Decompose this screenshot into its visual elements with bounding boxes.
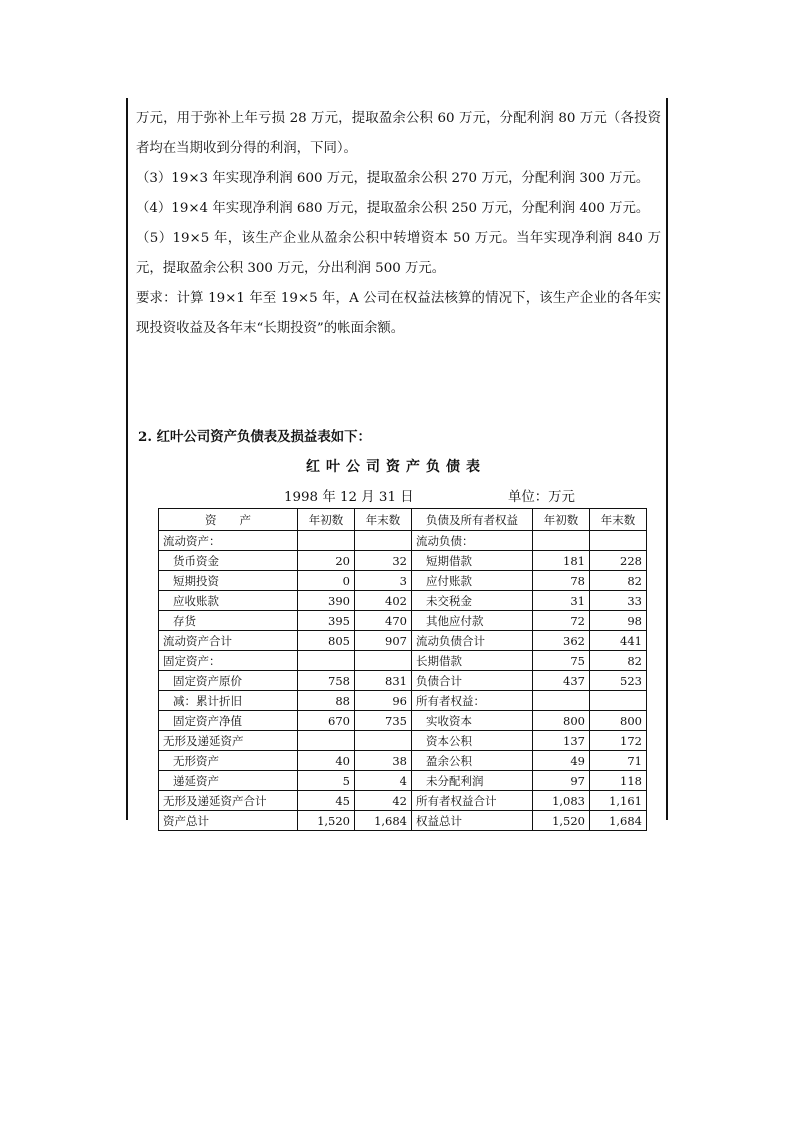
table-cell: 无形资产 — [159, 751, 298, 771]
table-unit: 单位：万元 — [508, 490, 575, 505]
document-frame — [126, 98, 668, 828]
table-cell: 32 — [355, 551, 412, 571]
table-cell: 88 — [298, 691, 355, 711]
table-cell: 82 — [590, 651, 647, 671]
table-cell: 20 — [298, 551, 355, 571]
table-cell: 42 — [355, 791, 412, 811]
table-cell: 实收资本 — [412, 711, 533, 731]
table-row — [159, 691, 647, 711]
right-border — [666, 98, 668, 820]
table-title: 红叶公司资产负债表 — [306, 459, 486, 475]
table-cell: 固定资产原价 — [159, 671, 298, 691]
table-cell: 权益总计 — [412, 811, 533, 831]
header-begin-1: 年初数 — [298, 509, 355, 531]
table-row — [159, 551, 647, 571]
table-cell: 40 — [298, 751, 355, 771]
table-cell: 33 — [590, 591, 647, 611]
table-cell: 无形及递延资产合计 — [159, 791, 298, 811]
table-cell — [298, 731, 355, 751]
table-cell: 805 — [298, 631, 355, 651]
table-cell: 670 — [298, 711, 355, 731]
table-cell: 无形及递延资产 — [159, 731, 298, 751]
header-end-2: 年末数 — [590, 509, 647, 531]
table-cell: 98 — [590, 611, 647, 631]
table-row — [159, 531, 647, 551]
table-cell: 0 — [298, 571, 355, 591]
table-cell: 75 — [533, 651, 590, 671]
table-cell — [533, 531, 590, 551]
paragraph-2: （3）19×3 年实现净利润 600 万元，提取盈余公积 270 万元，分配利润 300 万元。 — [136, 171, 650, 186]
table-row — [159, 591, 647, 611]
paragraph-4: （5）19×5 年，该生产企业从盈余公积中转增资本 50 万元。当年实现净利润 840 万元，提取盈余公积 300 万元，分出利润 500 万元。 — [136, 231, 661, 276]
table-cell: 71 — [590, 751, 647, 771]
table-cell: 181 — [533, 551, 590, 571]
table-row — [159, 771, 647, 791]
table-cell: 390 — [298, 591, 355, 611]
table-cell: 470 — [355, 611, 412, 631]
table-row — [159, 651, 647, 671]
table-cell: 流动资产合计 — [159, 631, 298, 651]
table-cell: 存货 — [159, 611, 298, 631]
table-cell: 所有者权益： — [412, 691, 533, 711]
table-cell: 523 — [590, 671, 647, 691]
table-cell: 362 — [533, 631, 590, 651]
table-cell: 82 — [590, 571, 647, 591]
table-cell: 资本公积 — [412, 731, 533, 751]
table-cell: 1,083 — [533, 791, 590, 811]
table-cell: 1,684 — [355, 811, 412, 831]
table-cell: 减：累计折旧 — [159, 691, 298, 711]
table-cell: 72 — [533, 611, 590, 631]
table-cell: 78 — [533, 571, 590, 591]
table-row — [159, 791, 647, 811]
table-cell: 1,520 — [298, 811, 355, 831]
table-row — [159, 711, 647, 731]
header-begin-2: 年初数 — [533, 509, 590, 531]
table-cell: 97 — [533, 771, 590, 791]
table-cell: 4 — [355, 771, 412, 791]
table-cell: 流动资产： — [159, 531, 298, 551]
table-row — [159, 611, 647, 631]
table-row — [159, 751, 647, 771]
table-cell: 49 — [533, 751, 590, 771]
table-cell — [355, 731, 412, 751]
table-cell: 未交税金 — [412, 591, 533, 611]
table-cell: 118 — [590, 771, 647, 791]
table-cell: 应付账款 — [412, 571, 533, 591]
table-row — [159, 671, 647, 691]
table-cell: 固定资产： — [159, 651, 298, 671]
table-cell — [298, 531, 355, 551]
table-cell: 3 — [355, 571, 412, 591]
paragraph-3: （4）19×4 年实现净利润 680 万元，提取盈余公积 250 万元，分配利润 400 万元。 — [136, 201, 650, 216]
table-cell: 未分配利润 — [412, 771, 533, 791]
table-cell: 短期借款 — [412, 551, 533, 571]
table-cell: 递延资产 — [159, 771, 298, 791]
table-cell: 1,161 — [590, 791, 647, 811]
table-cell: 395 — [298, 611, 355, 631]
table-cell: 45 — [298, 791, 355, 811]
header-end-1: 年末数 — [355, 509, 412, 531]
table-row — [159, 571, 647, 591]
table-cell: 固定资产净值 — [159, 711, 298, 731]
paragraph-block — [136, 104, 661, 344]
table-cell: 货币资金 — [159, 551, 298, 571]
table-cell: 800 — [533, 711, 590, 731]
table-cell: 负债合计 — [412, 671, 533, 691]
table-cell: 831 — [355, 671, 412, 691]
table-cell: 1,520 — [533, 811, 590, 831]
table-cell — [355, 531, 412, 551]
table-cell: 流动负债： — [412, 531, 533, 551]
header-liabilities: 负债及所有者权益 — [412, 509, 533, 531]
table-cell — [590, 691, 647, 711]
paragraph-1: 万元，用于弥补上年亏损 28 万元，提取盈余公积 60 万元，分配利润 80 万元（各投资者均在当期收到分得的利润，下同）。 — [136, 111, 661, 156]
table-cell: 172 — [590, 731, 647, 751]
question-2-heading: 2. 红叶公司资产负债表及损益表如下： — [138, 429, 371, 445]
table-header-row — [159, 509, 647, 531]
paragraph-5: 要求：计算 19×1 年至 19×5 年，A 公司在权益法核算的情况下，该生产企业的各年实现投资收益及各年末“长期投资”的帐面余额。 — [136, 291, 661, 336]
table-row — [159, 811, 647, 831]
table-cell — [298, 651, 355, 671]
table-cell: 228 — [590, 551, 647, 571]
table-cell: 758 — [298, 671, 355, 691]
table-cell: 1,684 — [590, 811, 647, 831]
balance-sheet-table — [158, 508, 647, 831]
table-cell: 137 — [533, 731, 590, 751]
table-row — [159, 731, 647, 751]
table-date: 1998 年 12 月 31 日 — [284, 490, 414, 505]
table-cell: 907 — [355, 631, 412, 651]
table-cell: 长期借款 — [412, 651, 533, 671]
table-cell: 96 — [355, 691, 412, 711]
table-cell — [355, 651, 412, 671]
table-cell — [533, 691, 590, 711]
table-cell: 流动负债合计 — [412, 631, 533, 651]
table-cell: 402 — [355, 591, 412, 611]
table-body — [159, 531, 647, 831]
table-cell: 应收账款 — [159, 591, 298, 611]
table-cell: 资产总计 — [159, 811, 298, 831]
table-cell: 5 — [298, 771, 355, 791]
table-cell: 437 — [533, 671, 590, 691]
table-cell: 38 — [355, 751, 412, 771]
table-cell: 31 — [533, 591, 590, 611]
table-cell: 441 — [590, 631, 647, 651]
table-row — [159, 631, 647, 651]
header-assets: 资 产 — [159, 509, 298, 531]
table-cell: 其他应付款 — [412, 611, 533, 631]
table-cell — [590, 531, 647, 551]
table-cell: 盈余公积 — [412, 751, 533, 771]
table-cell: 所有者权益合计 — [412, 791, 533, 811]
table-cell: 735 — [355, 711, 412, 731]
table-cell: 短期投资 — [159, 571, 298, 591]
table-cell: 800 — [590, 711, 647, 731]
